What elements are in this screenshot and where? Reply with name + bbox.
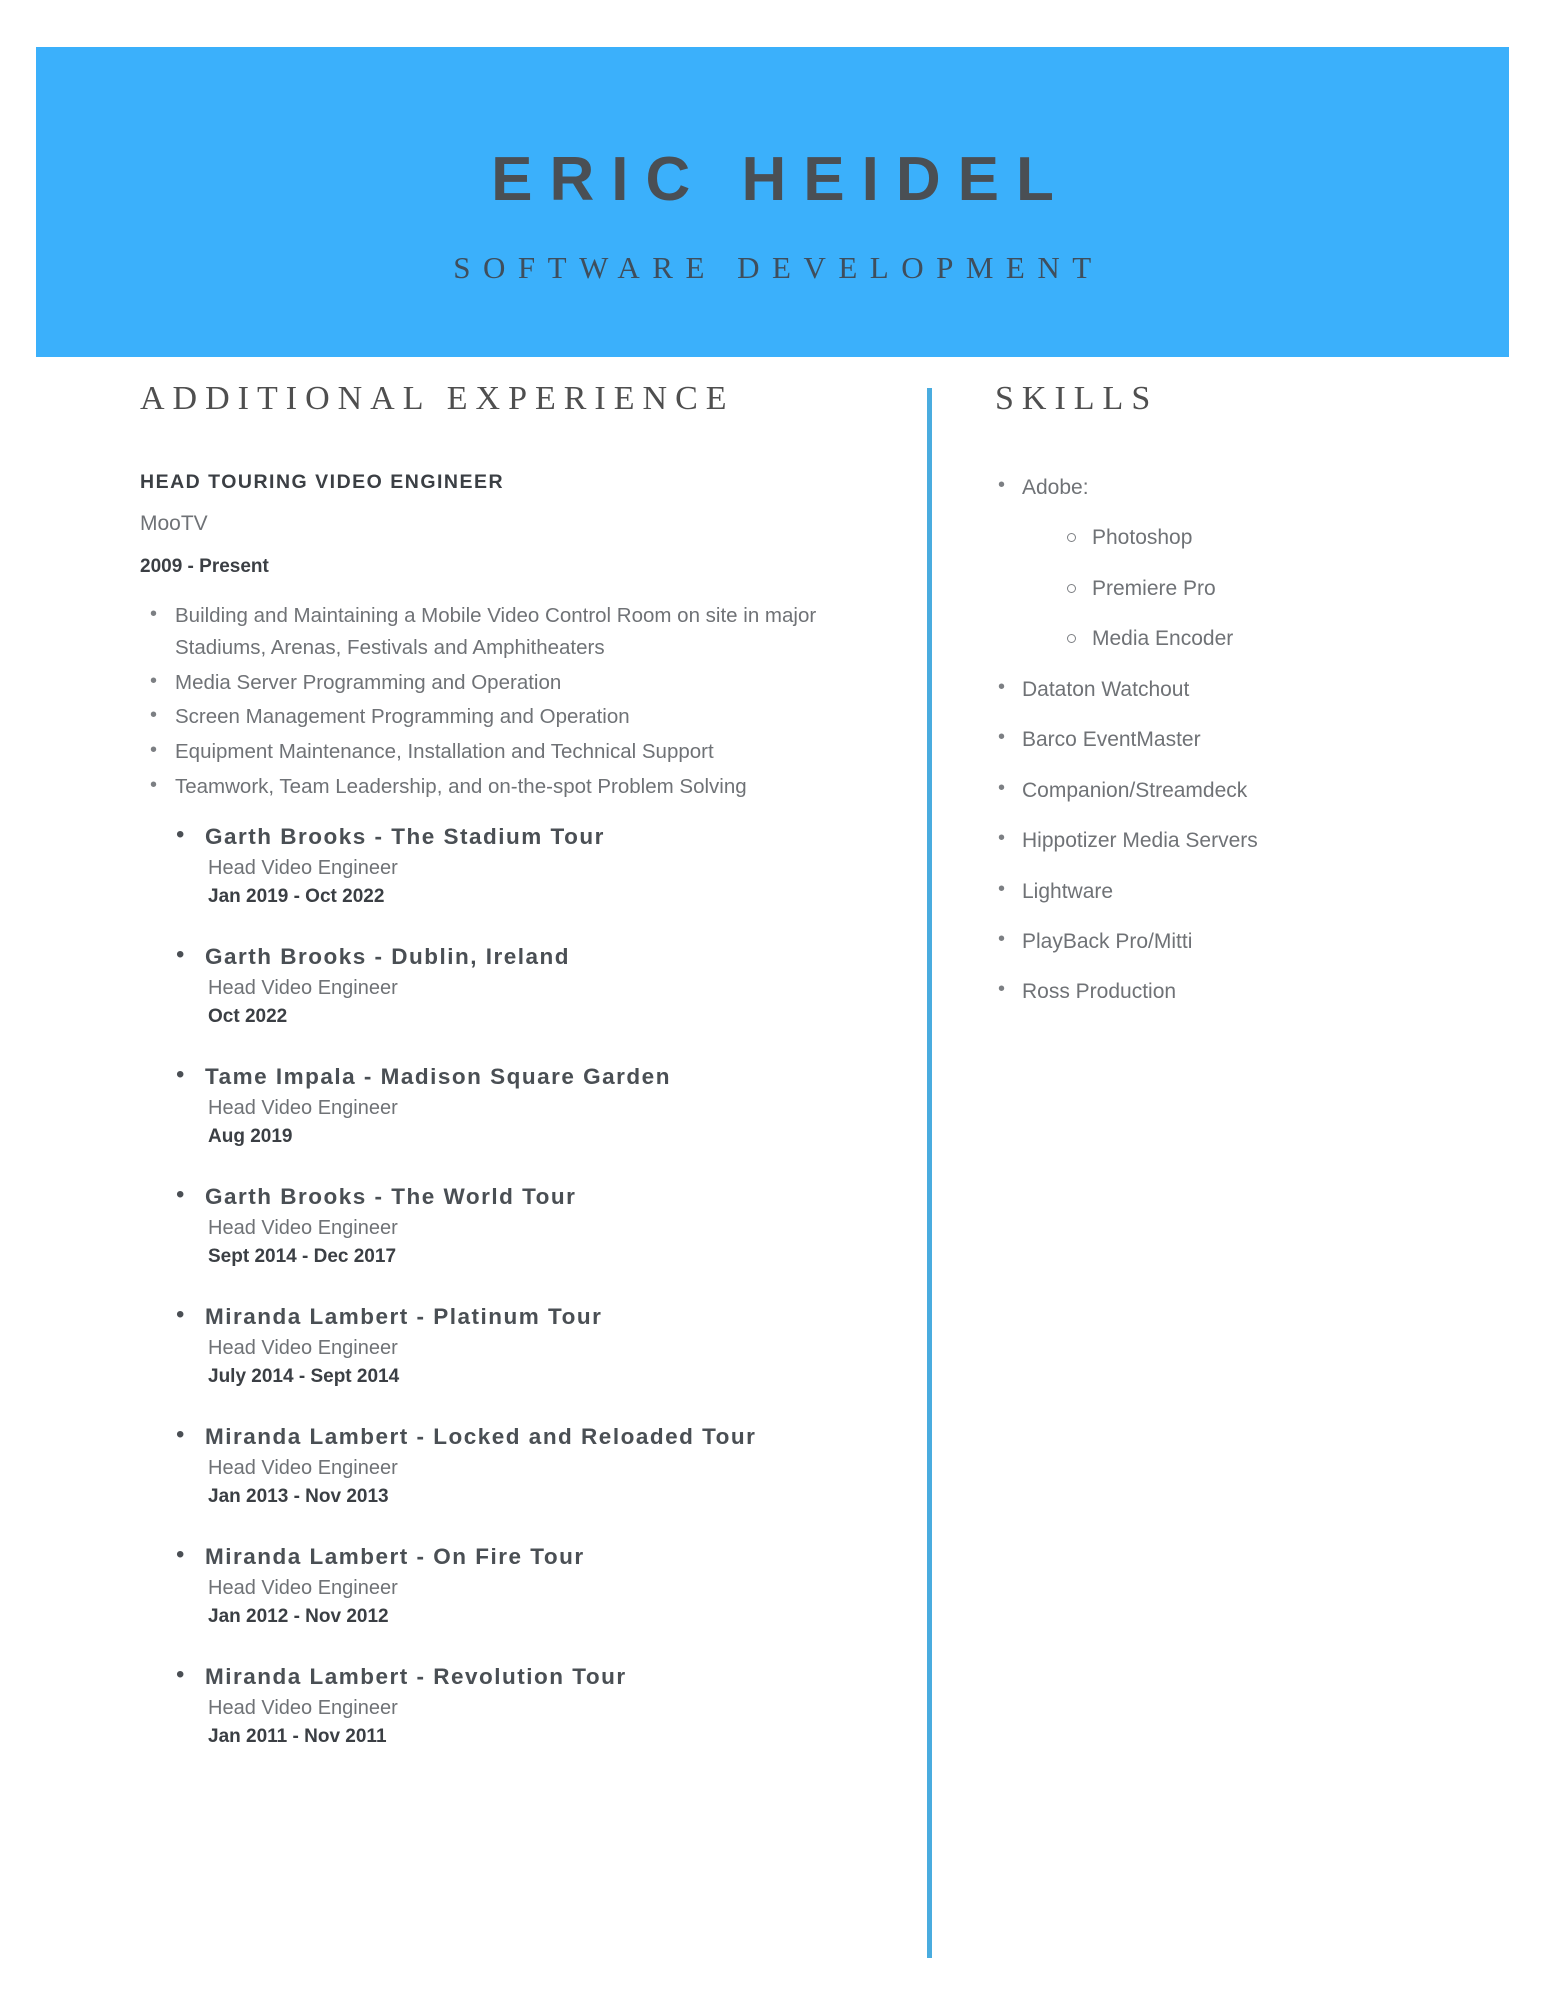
tour-name: • Tame Impala - Madison Square Garden [205,1063,671,1089]
skill-label: Dataton Watchout [1022,677,1190,701]
tour-entry [168,1543,880,1628]
skills-list [995,473,1455,1008]
job-title: HEAD TOURING VIDEO ENGINEER [140,471,505,493]
sub-skill-item: Premiere Pro [1064,574,1455,604]
skill-label: Companion/Streamdeck [1022,778,1248,802]
tour-dates: Jan 2012 - Nov 2012 [208,1605,389,1627]
skill-item [995,675,1455,705]
tour-name: • Garth Brooks - Dublin, Ireland [205,943,571,969]
skill-item [995,977,1455,1007]
page-subtitle: SOFTWARE DEVELOPMENT [453,250,1104,286]
tour-role: Head Video Engineer [208,856,398,879]
duties-list [140,600,880,803]
tours-list [140,823,880,1748]
skill-item [995,826,1455,856]
tour-entry [168,1423,880,1508]
duty-item: • Teamwork, Team Leadership, and on-the-spot Problem Solving [140,771,880,803]
skill-item [995,725,1455,755]
tour-dates: Aug 2019 [208,1125,293,1147]
tour-entry [168,1663,880,1748]
tour-entry [168,943,880,1028]
experience-section-heading: ADDITIONAL EXPERIENCE [140,380,735,417]
skill-label: Ross Production [1022,980,1177,1004]
skill-item [995,877,1455,907]
skill-label: Adobe: [1022,476,1089,499]
header-banner [36,47,1509,357]
tour-dates: Jan 2019 - Oct 2022 [208,885,385,907]
skill-item [995,776,1455,806]
tour-entry [168,823,880,908]
skill-item [995,927,1455,957]
tour-entry [168,1303,880,1388]
tour-dates: Sept 2014 - Dec 2017 [208,1245,397,1267]
tour-role: Head Video Engineer [208,1216,398,1239]
tour-role: Head Video Engineer [208,1456,398,1479]
skills-section-heading: SKILLS [995,380,1159,417]
job-block [140,471,880,578]
tour-role: Head Video Engineer [208,1336,398,1359]
sub-skill-item: Media Encoder [1064,624,1455,654]
tour-dates: Oct 2022 [208,1005,288,1027]
tour-name: • Garth Brooks - The World Tour [205,1183,577,1209]
skill-label: Barco EventMaster [1022,728,1201,752]
duty-item: • Equipment Maintenance, Installation and Technical Support [140,736,880,768]
skill-item [995,473,1455,655]
duty-item: • Media Server Programming and Operation [140,667,880,699]
page-title: ERIC HEIDEL [491,144,1071,214]
tour-dates: Jan 2013 - Nov 2013 [208,1485,389,1507]
tour-entry [168,1063,880,1148]
skill-label: Lightware [1022,879,1114,903]
sub-skills-list [1022,523,1455,654]
job-dates: 2009 - Present [140,556,269,577]
column-divider [927,388,932,1958]
tour-name: • Miranda Lambert - On Fire Tour [205,1543,585,1569]
tour-role: Head Video Engineer [208,1096,398,1119]
job-company: MooTV [140,512,208,535]
tour-role: Head Video Engineer [208,976,398,999]
skills-column [995,380,1455,1028]
tour-dates: July 2014 - Sept 2014 [208,1365,400,1387]
duty-item: • Building and Maintaining a Mobile Video Control Room on site in major Stadiums, Arenas, Festivals and Amphitheaters [140,600,880,664]
tour-dates: Jan 2011 - Nov 2011 [208,1725,387,1747]
tour-name: • Miranda Lambert - Revolution Tour [205,1663,627,1689]
skill-label: Hippotizer Media Servers [1022,829,1258,853]
tour-name: • Miranda Lambert - Locked and Reloaded Tour [205,1423,757,1449]
sub-skill-item: Photoshop [1064,523,1455,553]
skill-label: PlayBack Pro/Mitti [1022,929,1193,953]
tour-role: Head Video Engineer [208,1576,398,1599]
duty-item: • Screen Management Programming and Operation [140,701,880,733]
tour-name: • Miranda Lambert - Platinum Tour [205,1303,603,1329]
tour-entry [168,1183,880,1268]
tour-role: Head Video Engineer [208,1696,398,1719]
experience-column [140,380,880,1783]
tour-name: • Garth Brooks - The Stadium Tour [205,823,605,849]
